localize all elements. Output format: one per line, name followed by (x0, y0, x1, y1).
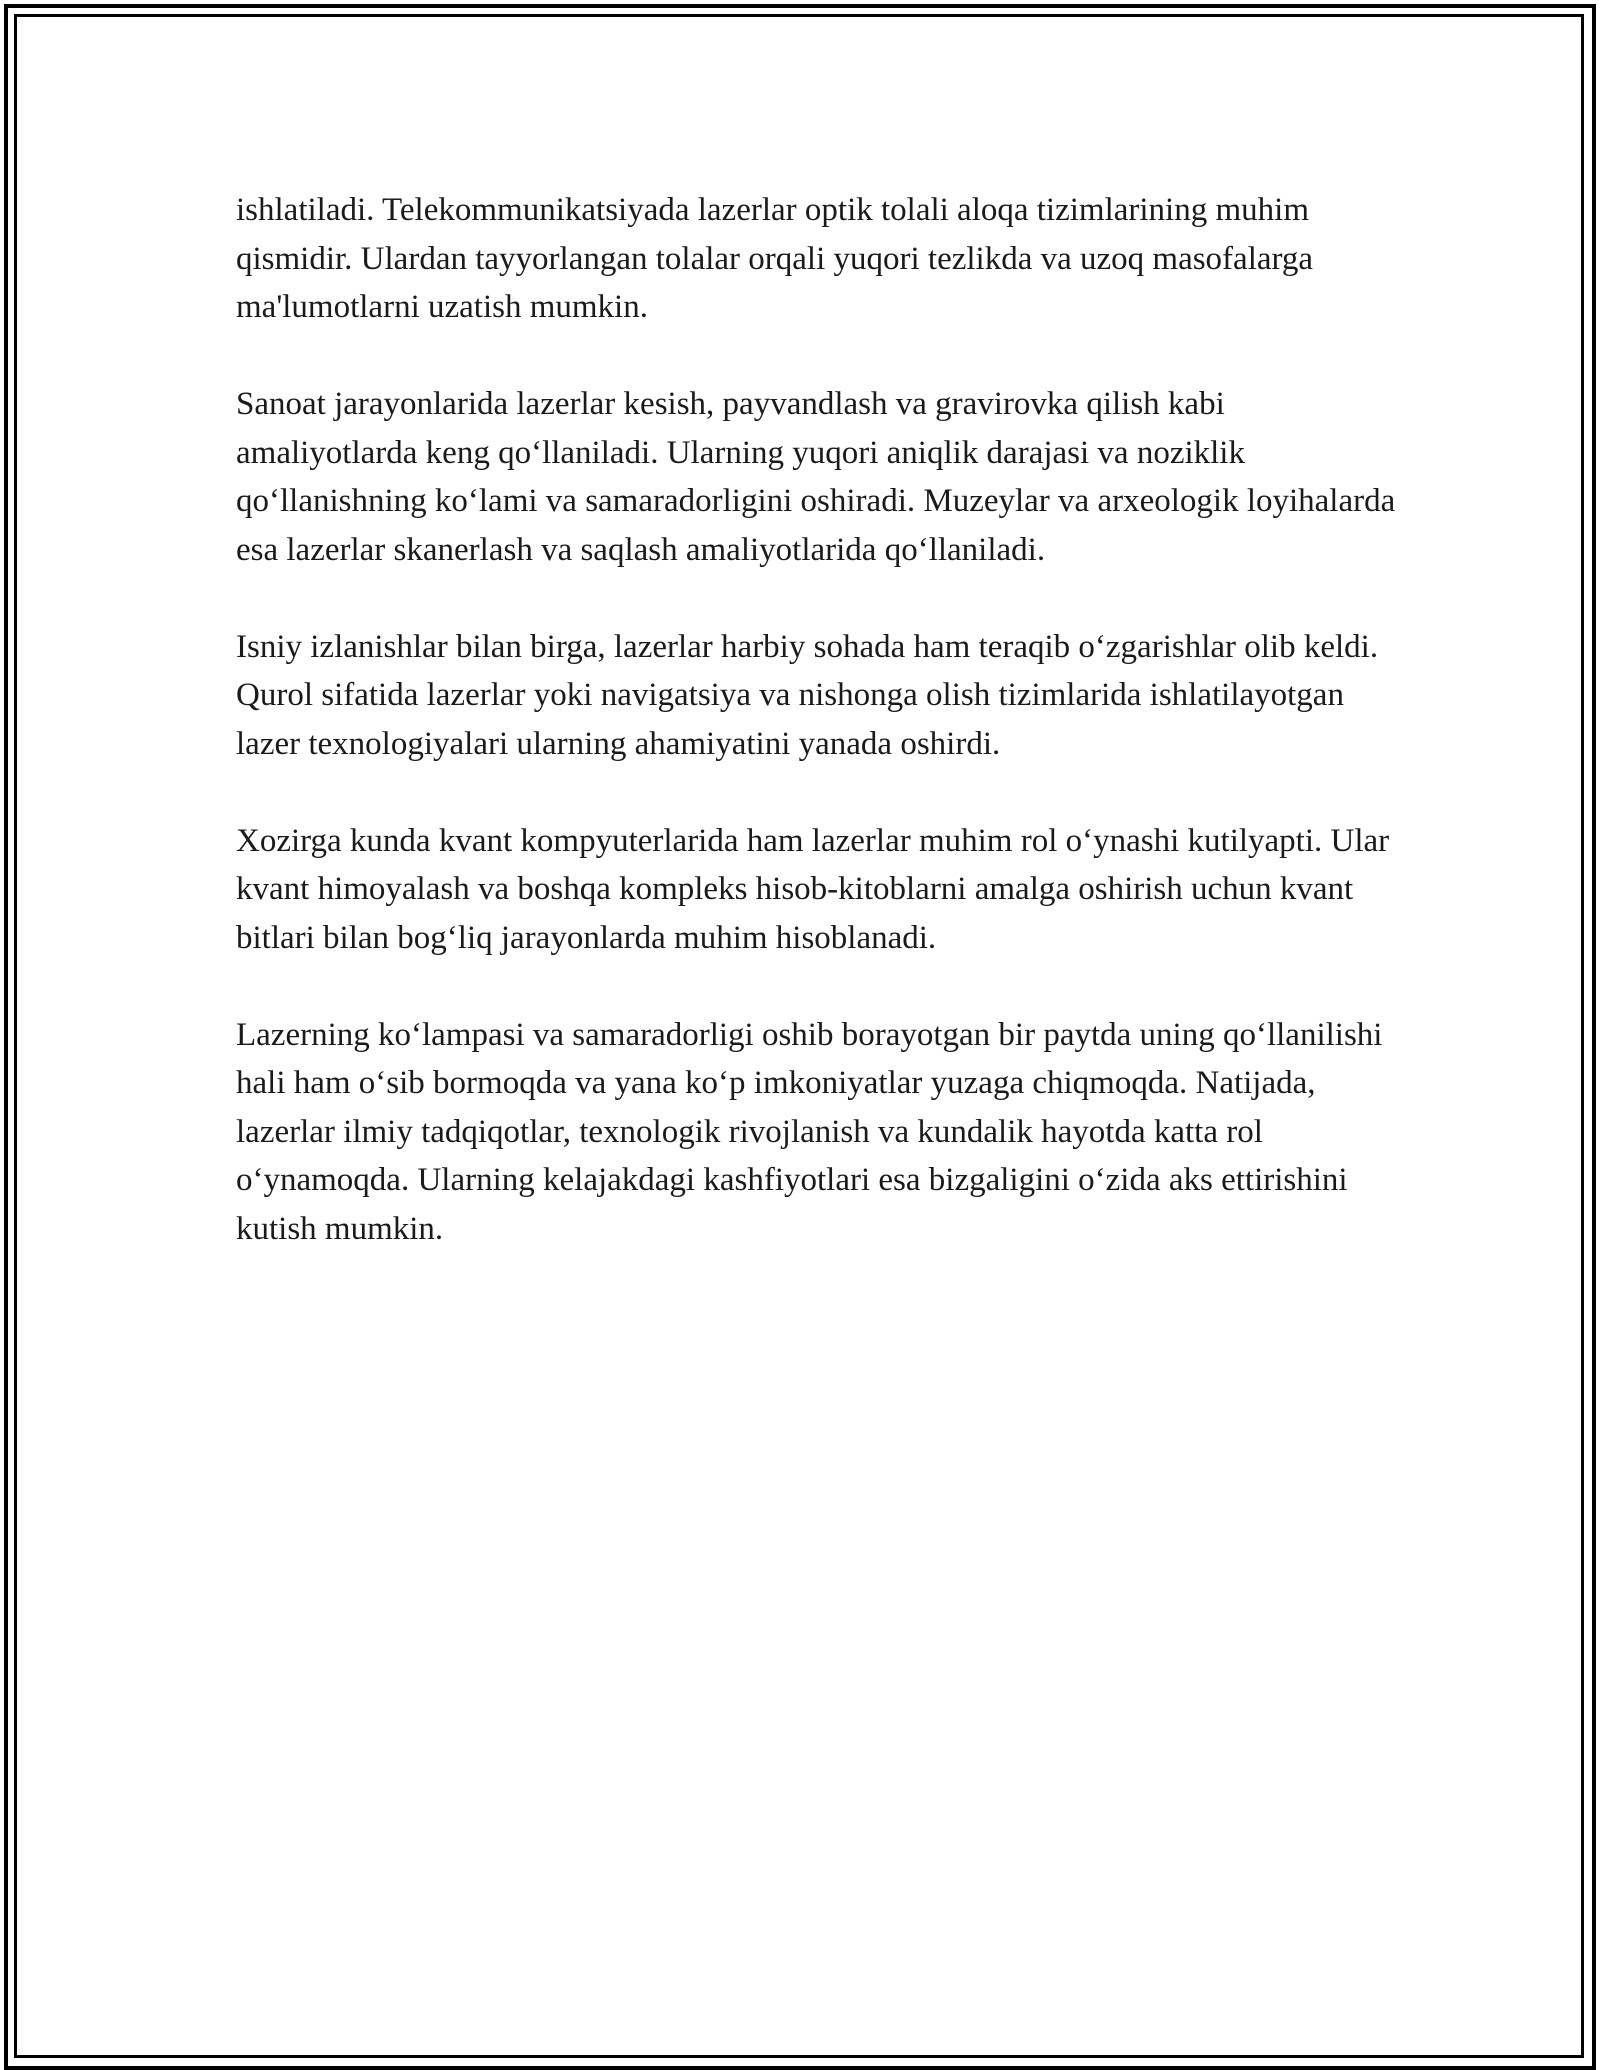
paragraph-quantum-computing: Xozirga kunda kvant kompyuterlarida ham lazerlar muhim rol oʻynashi kutilyapti. Ular kvant himoyalash va boshqa kompleks hisob-kitoblarni amalga oshirish uchun kvant bitlari bilan bogʻliq jarayonlarda muhim hisoblanadi. (236, 822, 1390, 956)
paragraph-conclusion: Lazerning koʻlampasi va samaradorligi oshib borayotgan bir paytda uning qoʻllanilishi hali ham oʻsib bormoqda va yana koʻp imkoniyatlar yuzaga chiqmoqda. Natijada, lazerlar ilmiy tadqiqotlar, texnologik rivojlanish va kundalik hayotda katta rol oʻynamoqda. Ularning kelajakdagi kashfiyotlari esa bizgaligini oʻzida aks ettirishini kutish mumkin. (236, 1016, 1383, 1247)
document-body (236, 186, 1396, 1302)
paragraph-industry: Sanoat jarayonlarida lazerlar kesish, payvandlash va gravirovka qilish kabi amaliyotlarda keng qoʻllaniladi. Ularning yuqori aniqlik darajasi va noziklik qoʻllanishning koʻlami va samaradorligini oshiradi. Muzeylar va arxeologik loyihalarda esa lazerlar skanerlash va saqlash amaliyotlarida qoʻllaniladi. (236, 386, 1396, 568)
paragraph-telecommunications: ishlatiladi. Telekommunikatsiyada lazerlar optik tolali aloqa tizimlarining muhim qismidir. Ulardan tayyorlangan tolalar orqali yuqori tezlikda va uzoq masofalarga ma'lumotlarni uzatish mumkin. (236, 192, 1314, 325)
paragraph-military: Isniy izlanishlar bilan birga, lazerlar harbiy sohada ham teraqib oʻzgarishlar olib keldi. Qurol sifatida lazerlar yoki navigatsiya va nishonga olish tizimlarida ishlatilayotgan lazer texnologiyalari ularning ahamiyatini yanada oshirdi. (236, 628, 1379, 762)
